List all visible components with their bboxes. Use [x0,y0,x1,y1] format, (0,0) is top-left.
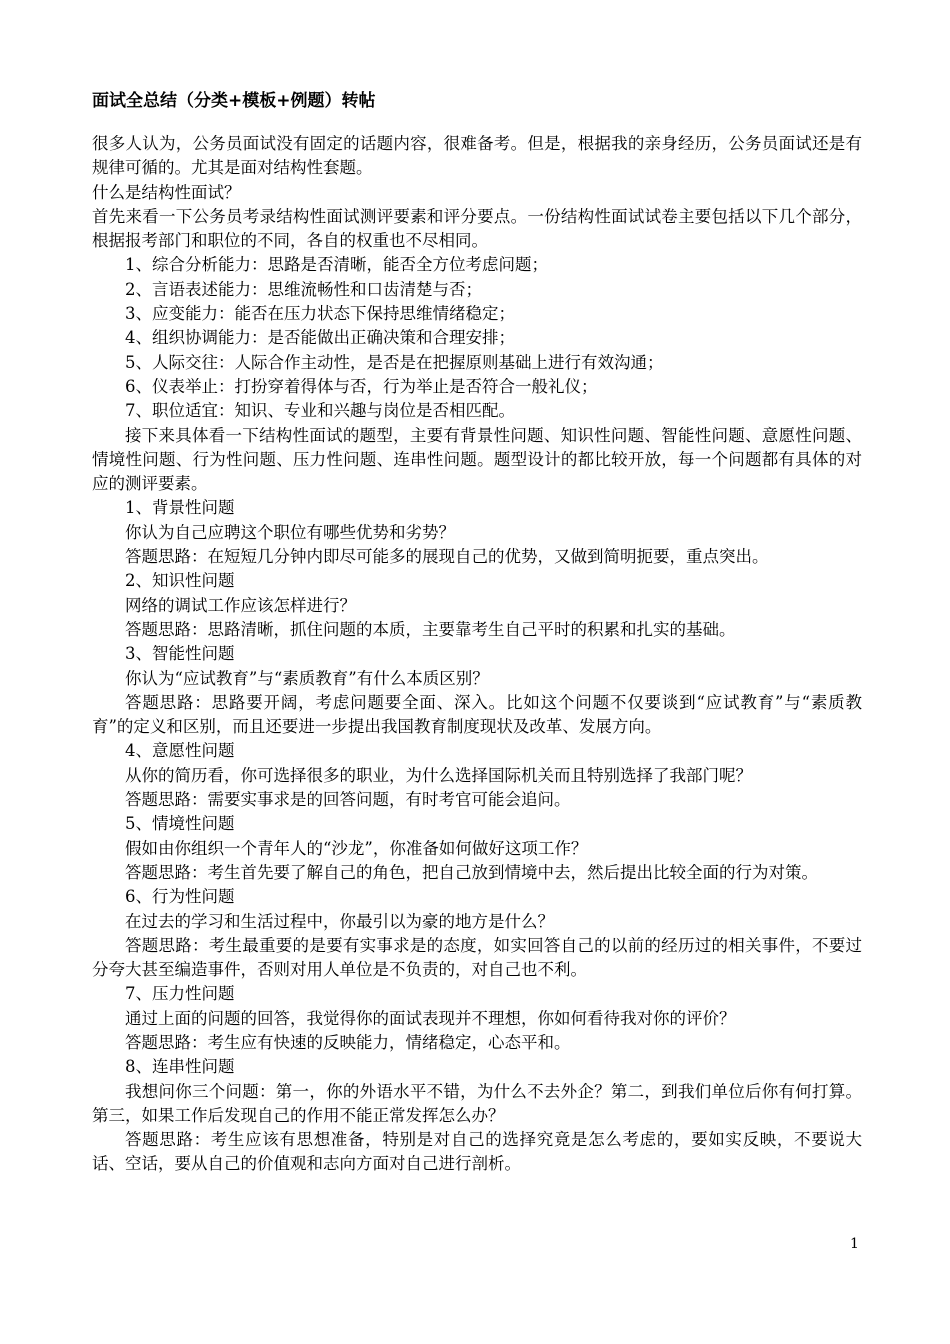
paragraph: 4、意愿性问题 [125,741,235,761]
paragraph: 3、应变能力：能否在压力状态下保持思维情绪稳定； [125,304,515,324]
paragraph: 什么是结构性面试？ [92,182,241,202]
paragraph: 5、情境性问题 [125,814,235,834]
paragraph: 首先来看一下公务员考录结构性面试测评要素和评分要点。一份结构性面试试卷主要包括以下几个部分，根据报考部门和职位的不同，各自的权重也不尽相同。 [92,206,862,251]
paragraph: 很多人认为，公务员面试没有固定的话题内容，很难备考。但是，根据我的亲身经历，公务员面试还是有规律可循的。尤其是面对结构性套题。 [92,134,862,178]
paragraph: 假如由你组织一个青年人的“沙龙”，你准备如何做好这项工作？ [125,838,588,858]
paragraph: 在过去的学习和生活过程中，你最引以为豪的地方是什么？ [125,911,554,931]
paragraph: 答题思路：在短短几分钟内即尽可能多的展现自己的优势，又做到简明扼要，重点突出。 [125,547,769,567]
paragraph: 2、言语表述能力：思维流畅性和口齿清楚与否； [125,279,482,299]
paragraph: 网络的调试工作应该怎样进行？ [125,595,356,615]
document-title: 面试全总结（分类+模板+例题）转帖 [92,91,376,111]
document-body [92,132,862,1177]
paragraph: 6、行为性问题 [125,887,235,907]
paragraph: 接下来具体看一下结构性面试的题型，主要有背景性问题、知识性问题、智能性问题、意愿性问题、情境性问题、行为性问题、压力性问题、连串性问题。题型设计的都比较开放，每一个问题都有具体的对应的测评要素。 [92,425,862,494]
paragraph: 答题思路：思路清晰，抓住问题的本质，主要靠考生自己平时的积累和扎实的基础。 [125,619,736,639]
page-number: 1 [850,1236,859,1252]
paragraph: 通过上面的问题的回答，我觉得你的面试表现并不理想，你如何看待我对你的评价？ [125,1008,736,1028]
paragraph: 你认为“应试教育”与“素质教育”有什么本质区别？ [125,668,489,688]
paragraph: 2、知识性问题 [125,571,235,591]
paragraph: 答题思路：需要实事求是的回答问题，有时考官可能会追问。 [125,790,571,810]
paragraph: 答题思路：考生应该有思想准备，特别是对自己的选择究竟是怎么考虑的，要如实反映，不要说大话、空话，要从自己的价值观和志向方面对自己进行剖析。 [92,1130,862,1174]
paragraph: 3、智能性问题 [125,644,235,664]
paragraph: 从你的简历看，你可选择很多的职业，为什么选择国际机关而且特别选择了我部门呢？ [125,765,752,785]
paragraph: 答题思路：考生最重要的是要有实事求是的态度，如实回答自己的以前的经历过的相关事件，不要过分夸大甚至编造事件，否则对用人单位是不负责的，对自己也不利。 [92,935,862,980]
paragraph: 8、连串性问题 [125,1057,235,1077]
paragraph: 答题思路：考生应有快速的反映能力，情绪稳定，心态平和。 [125,1032,571,1052]
paragraph: 7、职位适宜：知识、专业和兴趣与岗位是否相匹配。 [125,401,515,421]
paragraph: 6、仪表举止：打扮穿着得体与否，行为举止是否符合一般礼仪； [125,376,598,396]
paragraph: 1、背景性问题 [125,498,235,518]
paragraph: 你认为自己应聘这个职位有哪些优势和劣势？ [125,522,455,542]
paragraph: 答题思路：思路要开阔，考虑问题要全面、深入。比如这个问题不仅要谈到“应试教育”与“素质教育”的定义和区别，而且还要进一步提出我国教育制度现状及改革、发展方向。 [92,692,862,737]
paragraph: 我想问你三个问题：第一，你的外语水平不错，为什么不去外企？第二，到我们单位后你有何打算。第三，如果工作后发现自己的作用不能正常发挥怎么办？ [92,1081,862,1125]
paragraph: 5、人际交往：人际合作主动性，是否是在把握原则基础上进行有效沟通； [125,352,664,372]
paragraph: 4、组织协调能力：是否能做出正确决策和合理安排； [125,328,515,348]
paragraph: 1、综合分析能力：思路是否清晰，能否全方位考虑问题； [125,255,548,275]
paragraph: 7、压力性问题 [125,984,235,1004]
paragraph: 答题思路：考生首先要了解自己的角色，把自己放到情境中去，然后提出比较全面的行为对策。 [125,862,818,882]
